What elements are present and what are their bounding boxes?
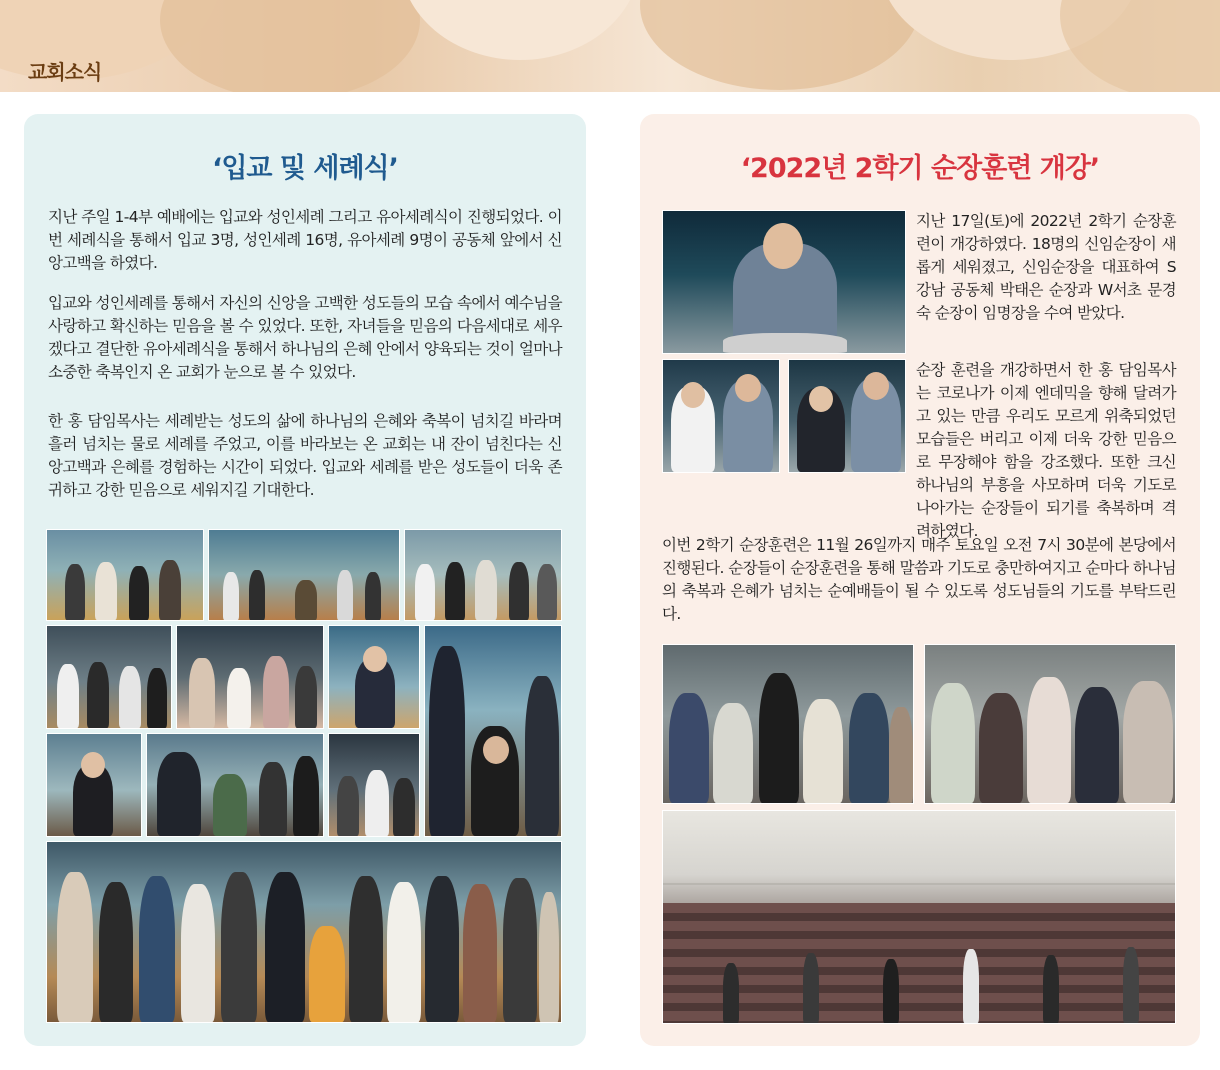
baptism-photo-group <box>46 841 562 1023</box>
baptism-photo-2 <box>208 529 400 621</box>
baptism-photo-1 <box>46 529 204 621</box>
header-banner <box>0 0 1220 92</box>
baptism-photo-6 <box>328 625 420 729</box>
baptism-photo-8 <box>46 733 142 837</box>
training-paragraph-2: 순장 훈련을 개강하면서 한 홍 담임목사는 코로나가 이제 엔데믹을 향해 달려가고 있는 만큼 우리도 모르게 위축되었던 모습들은 버리고 이제 더욱 강한 믿음으로 무장해야 함을 강조했다. 또한 크신 하나님의 부흥을 사모하며 더욱 기도로 나아가는 순장들이 되기를 축복하며 격려하였다. <box>916 361 1176 540</box>
section-label: 교회소식 <box>28 60 102 84</box>
training-title: ‘2022년 2학기 순장훈련 개강’ <box>740 153 1100 184</box>
training-photo-appointment-2 <box>788 359 906 473</box>
training-panel <box>640 114 1200 1046</box>
baptism-paragraph-1: 지난 주일 1-4부 예배에는 입교와 성인세례 그리고 유아세례식이 진행되었다. 이번 세례식을 통해서 입교 3명, 성인세례 16명, 유아세례 9명이 공동체 앞에서 신앙고백을 하였다. <box>48 208 562 272</box>
baptism-photo-10 <box>328 733 420 837</box>
baptism-photo-9 <box>146 733 324 837</box>
baptism-paragraph-2: 입교와 성인세례를 통해서 자신의 신앙을 고백한 성도들의 모습 속에서 예수님을 사랑하고 확신하는 믿음을 볼 수 있었다. 또한, 자녀들을 믿음의 다음세대로 세우겠다고 결단한 유아세례식을 통해서 하나님의 은혜 안에서 양육되는 것이 얼마나 소중한 축복인지 온 교회가 눈으로 볼 수 있었다. <box>48 294 562 381</box>
training-photo-pastor <box>662 210 906 354</box>
baptism-photo-4 <box>46 625 172 729</box>
baptism-paragraph-3: 한 홍 담임목사는 세례받는 성도의 삶에 하나님의 은혜와 축복이 넘치길 바라며 흘러 넘치는 물로 세례를 주었고, 이를 바라보는 온 교회는 내 잔이 넘친다는 신앙고백과 은혜를 경험하는 시간이 되었다. 입교와 세례를 받은 성도들이 더욱 존귀하고 강한 믿음으로 세워지길 기대한다. <box>48 412 562 499</box>
baptism-photo-7 <box>424 625 562 837</box>
training-paragraph-3: 이번 2학기 순장훈련은 11월 26일까지 매주 토요일 오전 7시 30분에 본당에서 진행된다. 순장들이 순장훈련을 통해 말씀과 기도로 충만하여지고 순마다 하나님의 축복과 은혜가 넘치는 순예배들이 될 수 있도록 성도님들의 기도를 부탁드린다. <box>662 536 1176 623</box>
baptism-photo-5 <box>176 625 324 729</box>
training-paragraph-1: 지난 17일(토)에 2022년 2학기 순장훈련이 개강하였다. 18명의 신임순장이 새롭게 세워졌고, 신임순장을 대표하여 S강남 공동체 박태은 순장과 W서초 문경숙 순장이 임명장을 수여 받았다. <box>916 212 1176 322</box>
training-photo-appointment-1 <box>662 359 780 473</box>
baptism-title: ‘입교 및 세례식’ <box>212 153 398 184</box>
training-photo-congregation-2 <box>924 644 1176 804</box>
baptism-photo-3 <box>404 529 562 621</box>
training-photo-auditorium <box>662 810 1176 1024</box>
baptism-panel <box>24 114 586 1046</box>
training-photo-congregation-1 <box>662 644 914 804</box>
